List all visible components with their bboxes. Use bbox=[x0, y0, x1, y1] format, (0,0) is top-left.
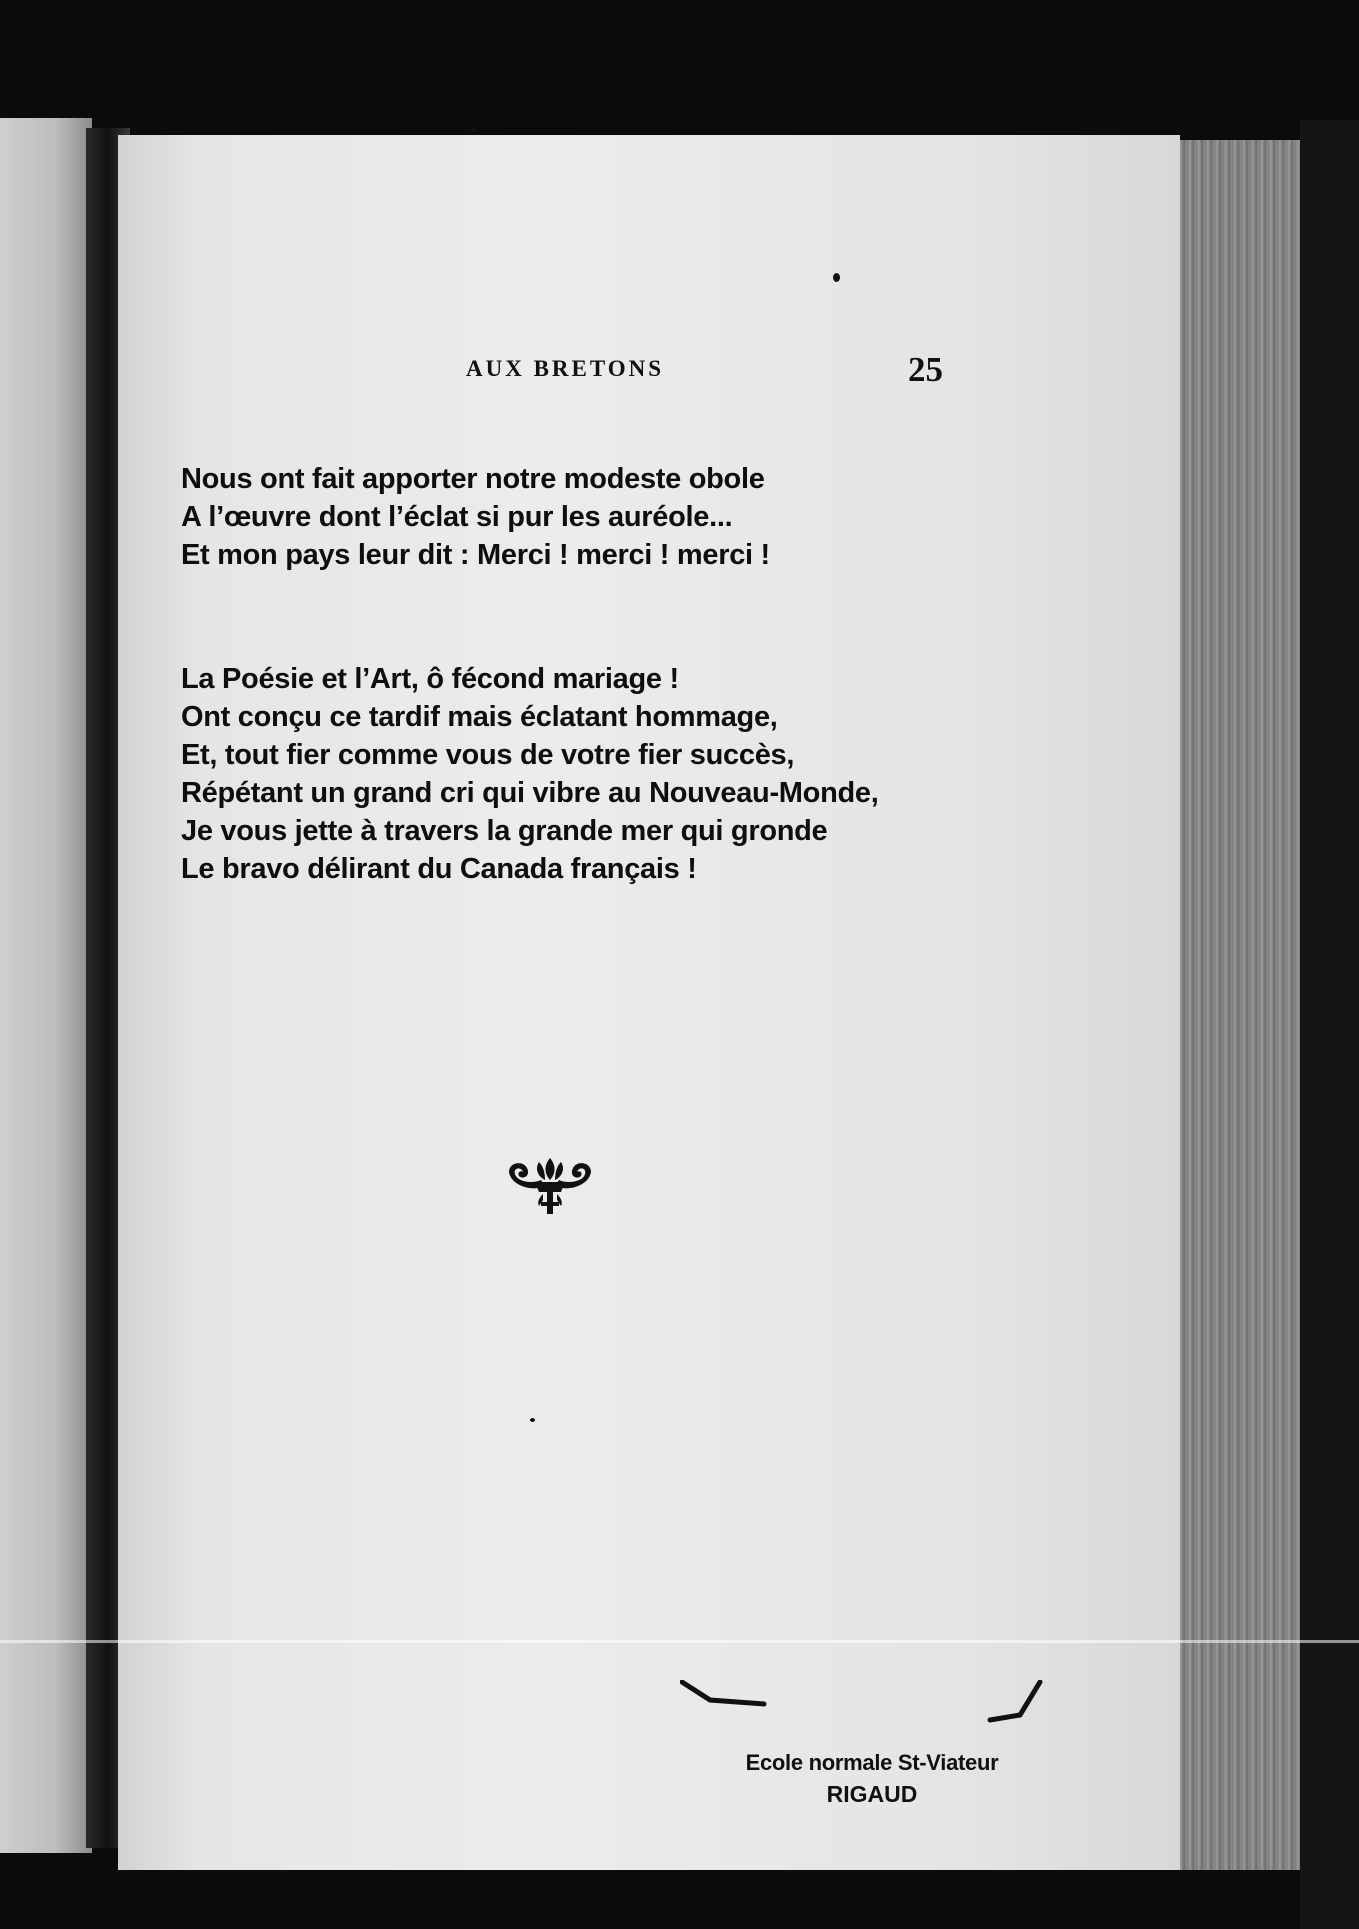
verse-line: Ont conçu ce tardif mais éclatant hommage, bbox=[181, 701, 778, 733]
stanza-2 bbox=[181, 660, 879, 888]
stanza-1 bbox=[181, 460, 770, 574]
running-head: AUX BRETONS bbox=[466, 356, 665, 381]
verse-line: Répétant un grand cri qui vibre au Nouveau-Monde, bbox=[181, 777, 879, 809]
dust-speck bbox=[530, 1418, 535, 1422]
verse-line: Je vous jette à travers la grande mer qui gronde bbox=[181, 815, 828, 847]
verse-line: Et, tout fier comme vous de votre fier succès, bbox=[181, 739, 795, 771]
dust-speck bbox=[470, 128, 478, 132]
verse-line: Nous ont fait apporter notre modeste obole bbox=[181, 463, 765, 495]
page-number: 25 bbox=[908, 350, 943, 389]
facing-page-edge bbox=[0, 118, 92, 1853]
scan-artifact-line bbox=[0, 1640, 1359, 1643]
fleuron-ornament-icon bbox=[505, 1150, 595, 1220]
page-edge-stack bbox=[1160, 140, 1320, 1870]
verse-line: Le bravo délirant du Canada français ! bbox=[181, 853, 697, 885]
verse-line: A l’œuvre dont l’éclat si pur les auréole... bbox=[181, 501, 733, 533]
book-page bbox=[118, 135, 1180, 1870]
scan-border bbox=[1300, 120, 1359, 1929]
stamp-institution: Ecole normale St-Viateur bbox=[745, 1750, 999, 1775]
dust-speck bbox=[833, 273, 840, 282]
verse-line: Et mon pays leur dit : Merci ! merci ! merci ! bbox=[181, 539, 770, 571]
verse-line: La Poésie et l’Art, ô fécond mariage ! bbox=[181, 663, 679, 695]
stamp-town: RIGAUD bbox=[826, 1781, 918, 1807]
library-stamp bbox=[712, 1748, 1032, 1810]
library-mark-left bbox=[680, 1680, 790, 1710]
library-mark-right bbox=[985, 1680, 1045, 1725]
